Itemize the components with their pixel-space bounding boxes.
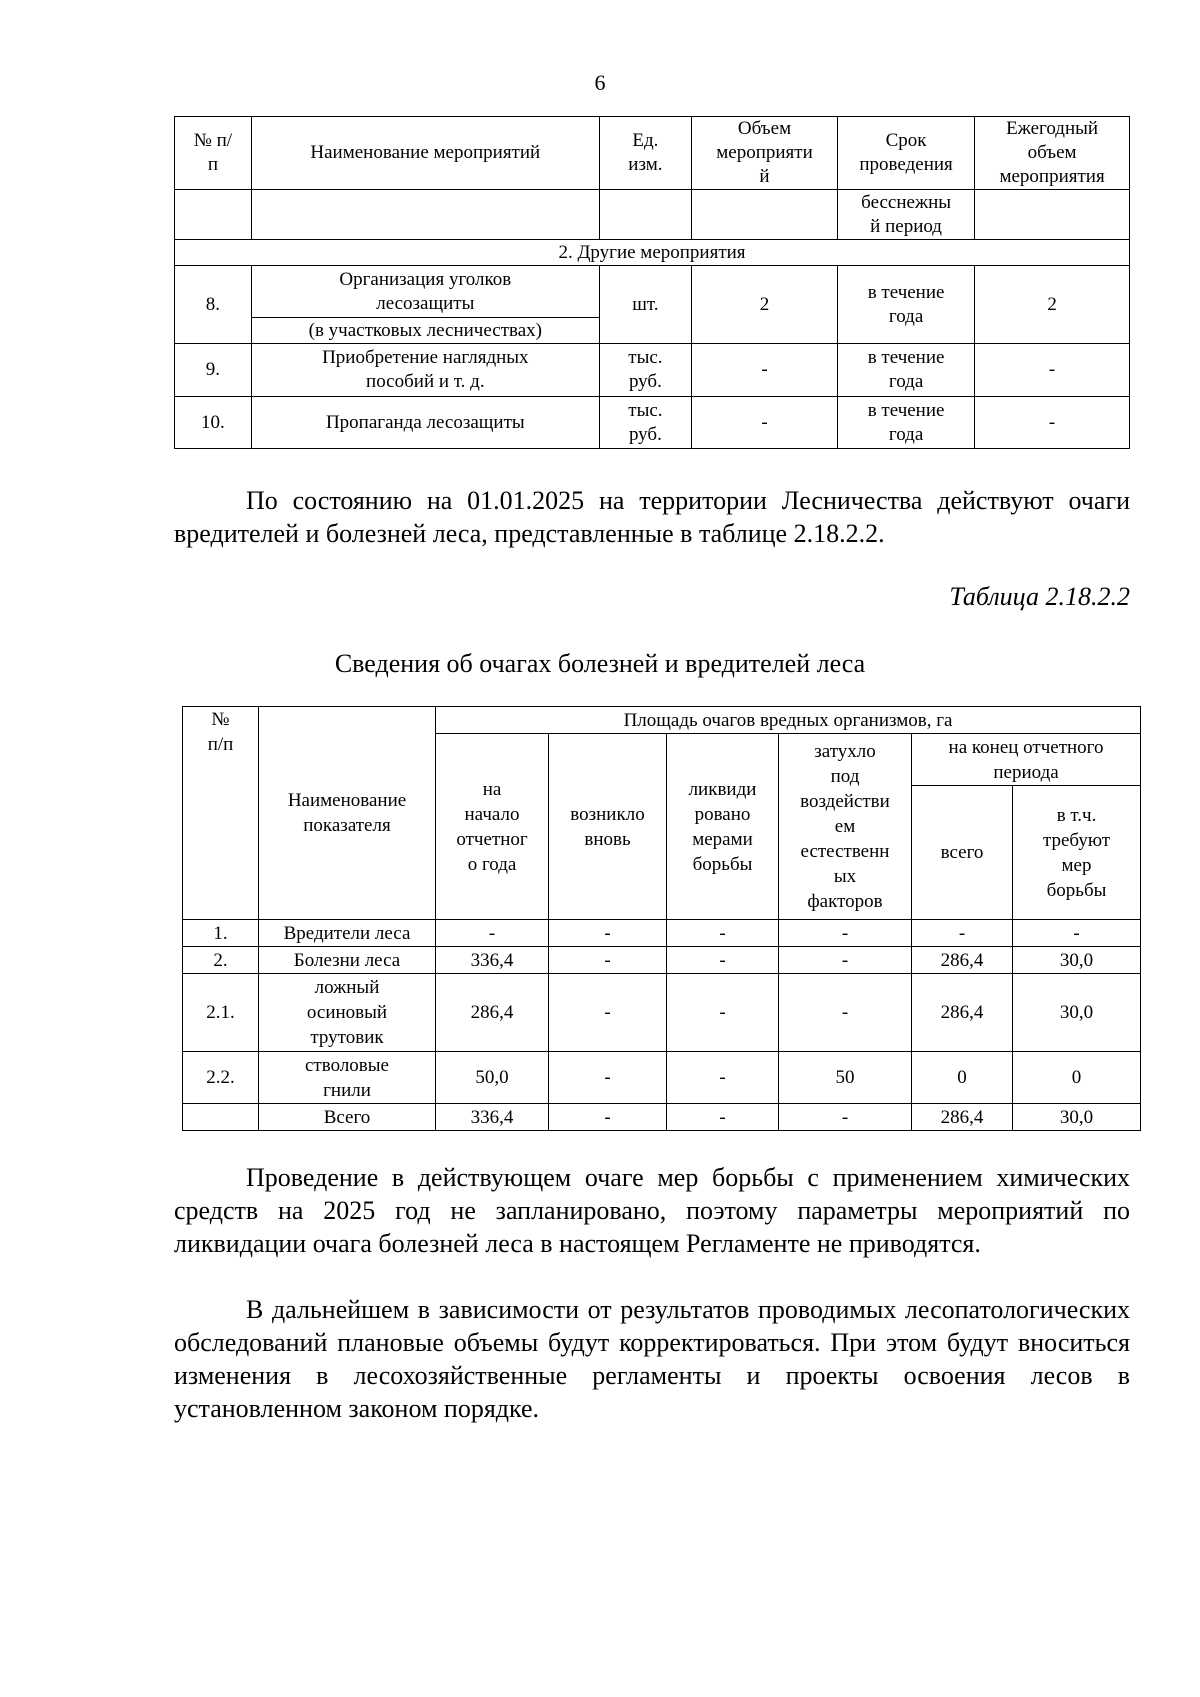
row-total: - [912, 920, 1013, 947]
row-liquidated: - [667, 974, 779, 1052]
row-start: 286,4 [436, 974, 549, 1052]
header-cell: Наименование мероприятий [251, 117, 599, 190]
row-total: 286,4 [912, 1104, 1013, 1131]
row-unit: тыс. руб. [599, 397, 691, 449]
header-name: Наименование показателя [259, 707, 436, 920]
row-new: - [549, 974, 667, 1052]
row-name-note: (в участковых лесничествах) [251, 318, 599, 344]
row-new: - [549, 1052, 667, 1104]
row-start: - [436, 920, 549, 947]
row-natural: 50 [779, 1052, 912, 1104]
row-start: 336,4 [436, 947, 549, 974]
row-unit: тыс. руб. [599, 344, 691, 397]
table-header-row [183, 707, 1141, 734]
row-require: - [1013, 920, 1141, 947]
row-name: Пропаганда лесозащиты [251, 397, 599, 449]
header-cell: Ед. изм. [599, 117, 691, 190]
row-start: 336,4 [436, 1104, 549, 1131]
row-new: - [549, 1104, 667, 1131]
row-period: в течение года [837, 397, 974, 449]
row-num: 9. [175, 344, 252, 397]
row-annual: 2 [975, 266, 1130, 344]
row-name: Организация уголков лесозащиты [251, 266, 599, 318]
row-liquidated: - [667, 1104, 779, 1131]
table-row [175, 266, 1130, 318]
row-name: Всего [259, 1104, 436, 1131]
table-row [183, 947, 1141, 974]
row-num: 10. [175, 397, 252, 449]
row-liquidated: - [667, 920, 779, 947]
measures-table [174, 116, 1130, 449]
row-name: ложный осиновый трутовик [259, 974, 436, 1052]
header-start: на начало отчетног о года [436, 734, 549, 920]
section-title: 2. Другие мероприятия [175, 240, 1130, 266]
row-total: 286,4 [912, 974, 1013, 1052]
header-cell: Объем мероприяти й [692, 117, 838, 190]
row-liquidated: - [667, 947, 779, 974]
header-total: всего [912, 786, 1013, 920]
row-annual: - [975, 344, 1130, 397]
pest-foci-table [182, 706, 1141, 1131]
row-liquidated: - [667, 1052, 779, 1104]
row-require: 0 [1013, 1052, 1141, 1104]
page-number: 6 [594, 70, 606, 95]
header-new: возникло вновь [549, 734, 667, 920]
row-total: 0 [912, 1052, 1013, 1104]
row-require: 30,0 [1013, 1104, 1141, 1131]
row-require: 30,0 [1013, 947, 1141, 974]
header-liquidated: ликвиди ровано мерами борьбы [667, 734, 779, 920]
row-unit: шт. [599, 266, 691, 344]
table-label: Таблица 2.18.2.2 [949, 582, 1130, 611]
row-natural: - [779, 1104, 912, 1131]
row-num: 8. [175, 266, 252, 344]
row-require: 30,0 [1013, 974, 1141, 1052]
header-natural: затухло под воздействи ем естественн ых факторов [779, 734, 912, 920]
row-volume: 2 [692, 266, 838, 344]
row-volume: - [692, 344, 838, 397]
row-period: в течение года [837, 344, 974, 397]
row-name: Болезни леса [259, 947, 436, 974]
table-row [175, 344, 1130, 397]
table-row [183, 974, 1141, 1052]
table-title: Сведения об очагах болезней и вредителей леса [334, 649, 866, 678]
row-num: 2.2. [183, 1052, 259, 1104]
row-natural: - [779, 974, 912, 1052]
row-natural: - [779, 947, 912, 974]
row-annual: - [975, 397, 1130, 449]
header-area: Площадь очагов вредных организмов, га [436, 707, 1141, 734]
row-new: - [549, 920, 667, 947]
header-end: на конец отчетного периода [912, 734, 1141, 786]
table-row-total [183, 1104, 1141, 1131]
row-num [183, 1104, 259, 1131]
row-name: Приобретение наглядных пособий и т. д. [251, 344, 599, 397]
table-row [183, 1052, 1141, 1104]
table-row [175, 397, 1130, 449]
paragraph-future: В дальнейшем в зависимости от результатов проводимых лесопатологических обследований плановые объемы будут корректироваться. При этом будут вноситься изменения в лесохозяйственные регламенты и проекты освоения лесов в установленном законом порядке. [174, 1295, 1130, 1423]
header-require: в т.ч. требуют мер борьбы [1013, 786, 1141, 920]
table-header-row [175, 117, 1130, 190]
header-cell: № п/ п [175, 117, 252, 190]
header-num: № п/п [183, 707, 259, 920]
row-natural: - [779, 920, 912, 947]
paragraph-intro: По состоянию на 01.01.2025 на территории Лесничества действуют очаги вредителей и болезней леса, представленные в таблице 2.18.2.2. [174, 486, 1130, 548]
row-volume: - [692, 397, 838, 449]
header-cell: Ежегодный объем мероприятия [975, 117, 1130, 190]
period-cell: бесснежны й период [837, 190, 974, 240]
table-row [175, 190, 1130, 240]
row-period: в течение года [837, 266, 974, 344]
row-name: стволовые гнили [259, 1052, 436, 1104]
row-new: - [549, 947, 667, 974]
row-num: 1. [183, 920, 259, 947]
row-total: 286,4 [912, 947, 1013, 974]
row-num: 2.1. [183, 974, 259, 1052]
table-row [183, 920, 1141, 947]
header-cell: Срок проведения [837, 117, 974, 190]
row-name: Вредители леса [259, 920, 436, 947]
section-row [175, 240, 1130, 266]
row-start: 50,0 [436, 1052, 549, 1104]
paragraph-chemical: Проведение в действующем очаге мер борьбы с применением химических средств на 2025 год не запланировано, поэтому параметры мероприятий по ликвидации очага болезней леса в настоящем Регламенте не приводятся. [174, 1163, 1130, 1258]
row-num: 2. [183, 947, 259, 974]
